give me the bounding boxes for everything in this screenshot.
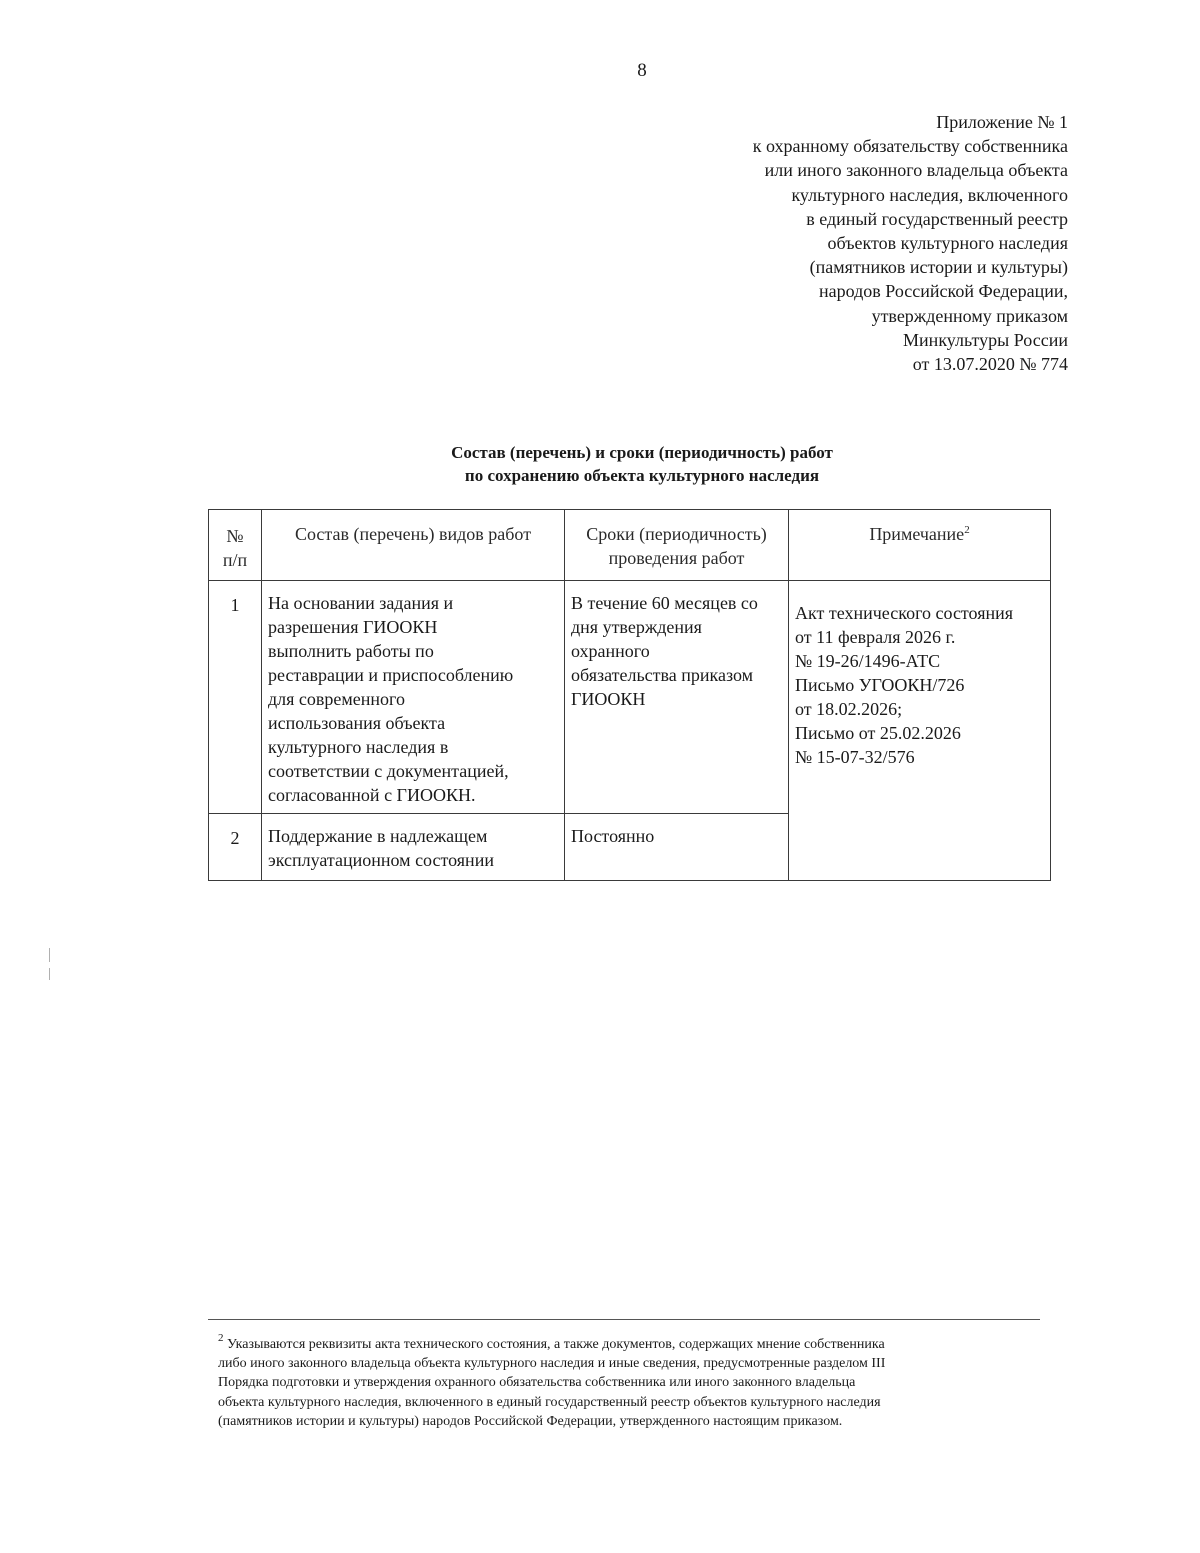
row-works bbox=[262, 581, 565, 814]
works-line: использования объекта bbox=[268, 713, 446, 733]
document-title-line: по сохранению объекта культурного наследия bbox=[464, 466, 820, 485]
works-line: культурного наследия в bbox=[268, 737, 449, 757]
margin-mark bbox=[49, 948, 50, 962]
header-terms-line2: проведения работ bbox=[608, 548, 745, 568]
footnote-separator bbox=[208, 1319, 1040, 1320]
works-line: для современного bbox=[268, 689, 405, 709]
appendix-line: Приложение № 1 bbox=[936, 112, 1068, 132]
document-title bbox=[0, 441, 1200, 487]
terms-line: ГИООКН bbox=[571, 689, 646, 709]
row-number: 2 bbox=[209, 814, 262, 881]
note-line: № 15-07-32/576 bbox=[795, 747, 915, 767]
appendix-line: культурного наследия, включенного bbox=[791, 184, 1068, 205]
note-line: Акт технического состояния bbox=[795, 603, 1014, 623]
header-terms bbox=[565, 510, 789, 581]
terms-line: В течение 60 месяцев со bbox=[571, 593, 758, 613]
header-works-label: Состав (перечень) видов работ bbox=[294, 524, 532, 544]
appendix-reference-block bbox=[753, 110, 1068, 376]
works-line: реставрации и приспособлению bbox=[268, 665, 514, 685]
header-num bbox=[209, 510, 262, 581]
works-table bbox=[208, 509, 1051, 881]
note-line: № 19-26/1496-АТС bbox=[795, 651, 941, 671]
appendix-line: или иного законного владельца объекта bbox=[764, 160, 1068, 181]
works-line: разрешения ГИООКН bbox=[268, 617, 438, 637]
row-terms bbox=[565, 581, 789, 814]
footnote-line: (памятников истории и культуры) народов Российской Федерации, утвержденного настоящим приказом. bbox=[218, 1413, 843, 1429]
note-line: Письмо от 25.02.2026 bbox=[795, 723, 961, 743]
header-terms-line1: Сроки (периодичность) bbox=[586, 524, 767, 544]
appendix-line: народов Российской Федерации, bbox=[819, 281, 1068, 302]
page-number: 8 bbox=[637, 60, 647, 81]
footnote-line: $^2$ Указываются реквизиты акта технического состояния, а также документов, содержащих мнение собственника bbox=[218, 1332, 885, 1352]
terms-line: дня утверждения bbox=[571, 617, 702, 637]
works-line: выполнить работы по bbox=[268, 641, 434, 661]
note-line: от 11 февраля 2026 г. bbox=[795, 627, 956, 647]
footnote-line: объекта культурного наследия, включенного в единый государственный реестр объектов культурного наследия bbox=[218, 1394, 881, 1410]
margin-mark bbox=[49, 968, 50, 980]
header-works bbox=[262, 510, 565, 581]
row-works bbox=[262, 814, 565, 881]
works-line: На основании задания и bbox=[268, 593, 454, 613]
table-header-row bbox=[209, 510, 1051, 581]
appendix-line: утвержденному приказом bbox=[871, 305, 1068, 326]
note-line: от 18.02.2026; bbox=[795, 699, 903, 719]
footnote-marker: 2 bbox=[218, 1332, 224, 1344]
header-note-label: Примечание bbox=[869, 524, 965, 544]
appendix-line: Минкультуры России bbox=[903, 329, 1068, 350]
terms-line: Постоянно bbox=[571, 826, 655, 846]
footnote-reference: 2 bbox=[964, 524, 970, 536]
footnote bbox=[218, 1332, 1030, 1431]
works-line: Поддержание в надлежащем bbox=[268, 826, 488, 846]
works-line: согласованной с ГИООКН. bbox=[268, 785, 476, 805]
appendix-line: в единый государственный реестр bbox=[806, 208, 1068, 229]
note-line: Письмо УГООКН/726 bbox=[795, 675, 965, 695]
row-number: 1 bbox=[209, 581, 262, 814]
appendix-line: от 13.07.2020 № 774 bbox=[912, 354, 1068, 375]
document-title-line: Состав (перечень) и сроки (периодичность) работ bbox=[451, 443, 833, 462]
works-line: эксплуатационном состоянии bbox=[268, 850, 494, 870]
header-note bbox=[789, 510, 1051, 581]
header-num-line1: № bbox=[226, 526, 244, 546]
terms-line: обязательства приказом bbox=[571, 665, 754, 685]
footnote-line: либо иного законного владельца объекта культурного наследия и иные сведения, предусмотренные разделом III bbox=[218, 1356, 886, 1372]
appendix-line: (памятников истории и культуры) bbox=[809, 257, 1068, 278]
appendix-line: к охранному обязательству собственника bbox=[752, 136, 1068, 157]
appendix-line: объектов культурного наследия bbox=[827, 233, 1068, 254]
row-terms bbox=[565, 814, 789, 881]
works-line: соответствии с документацией, bbox=[268, 761, 509, 781]
table-row bbox=[209, 581, 1051, 814]
terms-line: охранного bbox=[571, 641, 650, 661]
footnote-line: Порядка подготовки и утверждения охранного обязательства собственника или иного законного владельца bbox=[218, 1375, 856, 1391]
header-num-line2: п/п bbox=[222, 550, 248, 570]
row-note bbox=[789, 581, 1051, 881]
